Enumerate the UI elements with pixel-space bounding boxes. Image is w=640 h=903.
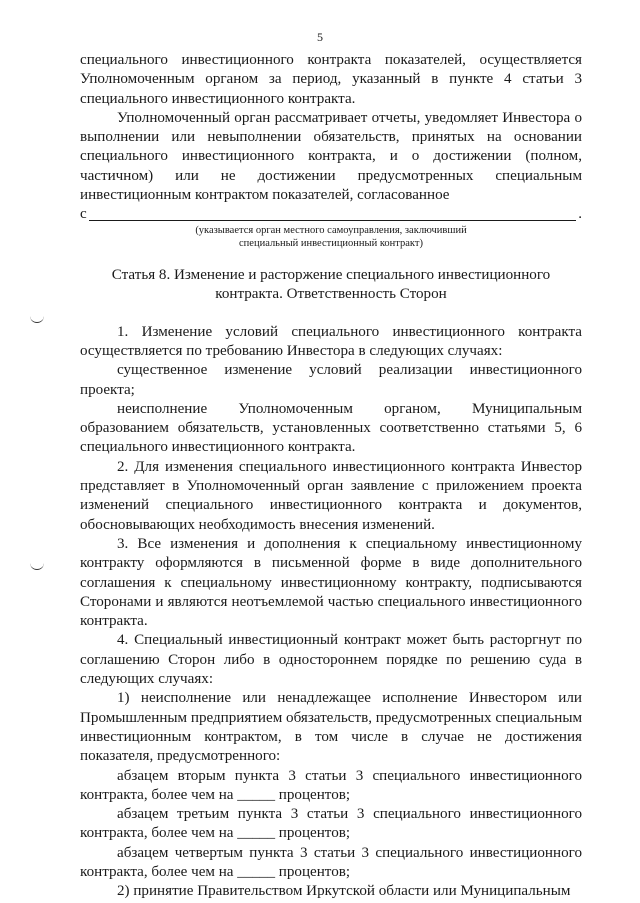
- paragraph: Уполномоченный орган рассматривает отчеты, уведомляет Инвестора о выполнении или невыполнении обязательств, принятых на основании специального инвестиционного контракта, и о достижении (полном, частичном) или не достижении предусмотренных специальным инвестиционным контрактом показателей, согласованное: [80, 109, 582, 204]
- blank-fill-line: [80, 205, 582, 224]
- paragraph: 2) принятие Правительством Иркутской области или Муниципальным: [117, 883, 571, 900]
- fill-in-underline: [89, 220, 577, 221]
- paragraph: 1. Изменение условий специального инвестиционного контракта осуществляется по требованию Инвестора в следующих случаях:: [80, 323, 582, 359]
- paragraph: 3. Все изменения и дополнения к специальному инвестиционному контракту оформляются в письменной форме в виде дополнительного соглашения к специальному инвестиционному контракту, подписываются Сторонами и являются неотъемлемой частью специального инвестиционного контракта.: [80, 535, 582, 630]
- margin-bracket-mark: [30, 563, 44, 570]
- paragraph: существенное изменение условий реализации инвестиционного проекта;: [80, 362, 582, 398]
- document-body: [80, 51, 582, 902]
- paragraph: абзацем вторым пункта 3 статьи 3 специального инвестиционного контракта, более чем на _____ процентов;: [80, 767, 582, 803]
- paragraph: 1) неисполнение или ненадлежащее исполнение Инвестором или Промышленным предприятием обязательств, предусмотренных специальным инвестиционным контрактом, в том числе в случае не достижения показателя, предусмотренного:: [80, 690, 583, 765]
- blank-line-prefix: с: [80, 206, 87, 223]
- article-heading: Статья 8. Изменение и расторжение специального инвестиционного контракта. Ответственность Сторон: [111, 266, 551, 303]
- caption-line: специальный инвестиционный контракт): [239, 237, 423, 249]
- paragraph: абзацем четвертым пункта 3 статьи 3 специального инвестиционного контракта, более чем на _____ процентов;: [80, 844, 582, 880]
- paragraph: 2. Для изменения специального инвестиционного контракта Инвестор представляет в Уполномоченный орган заявление с приложением проекта изменений специального инвестиционного контракта и документов, обосновывающих необходимость внесения изменений.: [80, 458, 582, 533]
- blank-line-caption: [80, 224, 582, 250]
- blank-line-suffix: .: [578, 206, 582, 223]
- margin-bracket-mark: [30, 316, 44, 323]
- paragraph: неисполнение Уполномоченным органом, Муниципальным образованием обязательств, установленных соответственно статьями 5, 6 специального инвестиционного контракта.: [80, 400, 582, 456]
- paragraph: абзацем третьим пункта 3 статьи 3 специального инвестиционного контракта, более чем на _____ процентов;: [80, 806, 582, 842]
- paragraph: 4. Специальный инвестиционный контракт может быть расторгнут по соглашению Сторон либо в одностороннем порядке по решению суда в следующих случаях:: [80, 632, 582, 688]
- caption-line: (указывается орган местного самоуправления, заключивший: [195, 224, 467, 236]
- page-number: 5: [317, 30, 323, 44]
- paragraph: специального инвестиционного контракта показателей, осуществляется Уполномоченным органом за период, указанный в пункте 4 статьи 3 специального инвестиционного контракта.: [80, 52, 582, 107]
